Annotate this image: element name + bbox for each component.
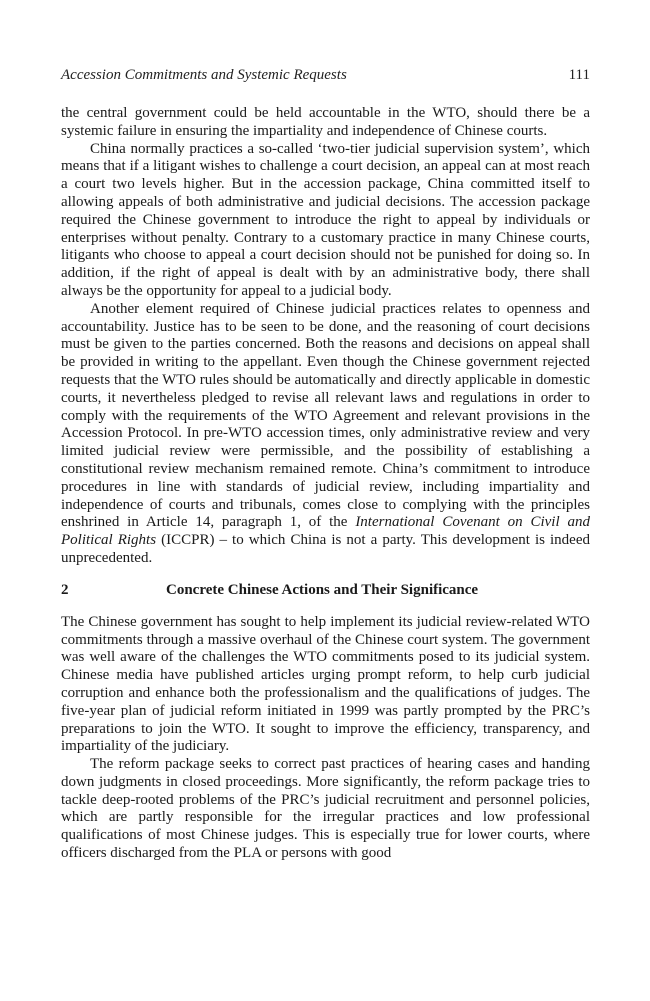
paragraph: The Chinese government has sought to help implement its judicial review-related WTO commitments through a massive overhaul of the Chinese court system. The government was well aware of the challenges the WTO commitments posed to its judicial system. Chinese media have published articles urging prompt reform, to help curb judicial corruption and enhance both the professionalism and the qualifications of judges. The five-year plan of judicial reform initiated in 1999 was partly prompted by the PRC’s preparations to join the WTO. It sought to improve the efficiency, transparency, and impartiality of the judiciary. [61, 613, 590, 755]
page-number: 111 [568, 67, 590, 83]
section-heading [61, 582, 590, 600]
paragraph: China normally practices a so-called ‘two-tier judicial supervision system’, which means that if a litigant wishes to challenge a court decision, an appeal can at most reach a court two levels higher. But in the accession package, China committed itself to allowing appeals of both administrative and judicial decisions. The accession package required the Chinese government to introduce the right to appeal by individuals or enterprises without penalty. Contrary to a customary practice in many Chinese courts, litigants who choose to appeal a court decision should not be punished for doing so. In addition, if the right of appeal is dealt with by an administrative body, there shall always be the opportunity for appeal to a judicial body. [61, 140, 590, 299]
treaty-title: International Covenant on Civil and Political Rights [61, 514, 590, 549]
running-title: Accession Commitments and Systemic Requests [61, 67, 347, 83]
section-number: 2 [61, 581, 69, 598]
paragraph-text: Another element required of Chinese judicial practices relates to openness and accountability. Justice has to be seen to be done, and the reasoning of court decisions must be given to the parties concerned. Both the reasons and decisions on appeal shall be provided in writing to the appellant. Even though the Chinese government rejected requests that the WTO rules should be automatically and directly applicable in domestic courts, it nevertheless pledged to revise all relevant laws and regulations in order to comply with the requirements of the WTO Agreement and relevant provisions in the Accession Protocol. In pre-WTO accession times, only administrative review and very limited judicial review were permissible, and the possibility of establishing a constitutional review mechanism remained remote. China’s commitment to introduce procedures in line with standards of judicial review, including impartiality and independence of courts and tribunals, comes close to complying with the principles enshrined in Article 14, paragraph 1, of the [61, 300, 590, 531]
paragraph: The reform package seeks to correct past practices of hearing cases and handing down judgments in closed proceedings. More significantly, the reform package tries to tackle deep-rooted problems of the PRC’s judicial recruitment and personnel policies, which are partly responsible for the irregular practices and low professional qualifications of most Chinese judges. This is especially true for lower courts, where officers discharged from the PLA or persons with good [61, 756, 590, 862]
running-header [61, 67, 590, 89]
body-text [61, 105, 590, 863]
paragraph: the central government could be held accountable in the WTO, should there be a systemic failure in ensuring the impartiality and independence of Chinese courts. [61, 105, 590, 139]
paragraph-text: (ICCPR) – to which China is not a party. This development is indeed unprecedented. [61, 532, 590, 566]
section-title: Concrete Chinese Actions and Their Significance [166, 581, 479, 598]
paragraph [61, 301, 590, 568]
